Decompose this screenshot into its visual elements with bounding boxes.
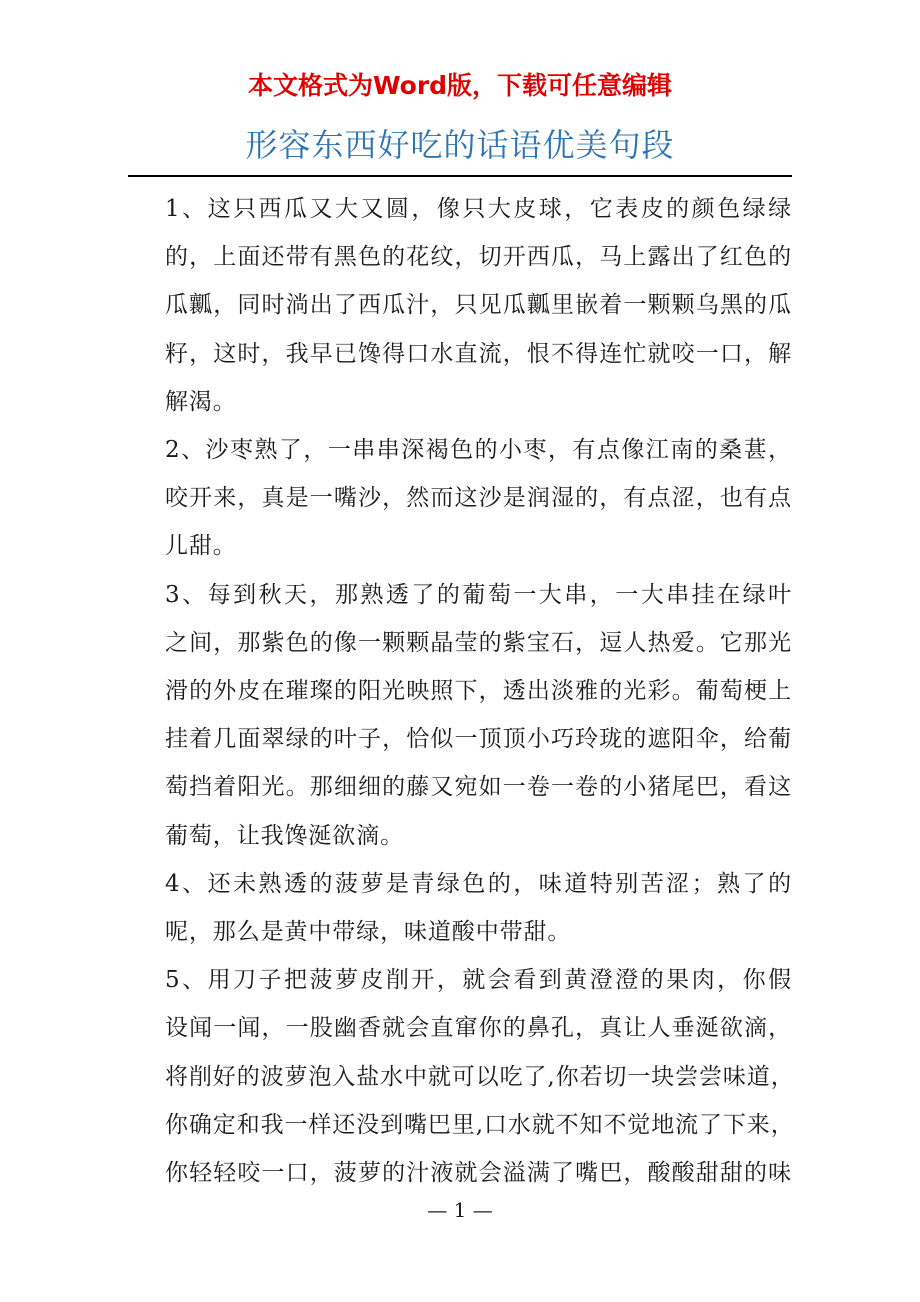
paragraph-line: 滑的外皮在璀璨的阳光映照下，透出淡雅的光彩。葡萄梗上 bbox=[165, 678, 792, 705]
paragraph-line: 4、还未熟透的菠萝是青绿色的，味道特别苦涩；熟了的 bbox=[165, 870, 792, 897]
paragraph-line: 儿甜。 bbox=[165, 533, 237, 560]
paragraph-line: 你轻轻咬一口，菠萝的汁液就会溢满了嘴巴，酸酸甜甜的味 bbox=[165, 1160, 792, 1187]
article-body bbox=[142, 185, 795, 1197]
paragraph-line: 的，上面还带有黑色的花纹，切开西瓜，马上露出了红色的 bbox=[165, 244, 792, 271]
paragraph-line: 呢，那么是黄中带绿，味道酸中带甜。 bbox=[165, 919, 572, 946]
paragraph-4 bbox=[142, 860, 792, 956]
paragraph-line: 之间，那紫色的像一颗颗晶莹的紫宝石，逗人热爱。它那光 bbox=[165, 629, 792, 656]
paragraph-3 bbox=[142, 571, 792, 860]
download-notice: 本文格式为Word版，下载可任意编辑 bbox=[247, 71, 673, 100]
paragraph-line: 籽，这时，我早已馋得口水直流，恨不得连忙就咬一口，解 bbox=[165, 340, 792, 367]
paragraph-line: 葡萄，让我馋涎欲滴。 bbox=[165, 822, 404, 849]
paragraph-line: 挂着几面翠绿的叶子，恰似一顶顶小巧玲珑的遮阳伞，给葡 bbox=[165, 726, 792, 753]
paragraph-2 bbox=[142, 426, 792, 571]
paragraph-line: 你确定和我一样还没到嘴巴里,口水就不知不觉地流了下来， bbox=[165, 1111, 795, 1138]
paragraph-line: 萄挡着阳光。那细细的藤又宛如一卷一卷的小猪尾巴，看这 bbox=[165, 774, 792, 801]
page-title: 形容东西好吃的话语优美句段 bbox=[245, 126, 675, 164]
paragraph-1 bbox=[142, 185, 792, 426]
page-number: — 1 — bbox=[427, 1198, 493, 1222]
paragraph-line: 3、每到秋天，那熟透了的葡萄一大串，一大串挂在绿叶 bbox=[165, 581, 792, 608]
title-divider bbox=[128, 175, 792, 177]
paragraph-line: 咬开来，真是一嘴沙，然而这沙是润湿的，有点涩，也有点 bbox=[165, 485, 792, 512]
paragraph-line: 5、用刀子把菠萝皮削开，就会看到黄澄澄的果肉，你假 bbox=[165, 967, 792, 994]
paragraph-line: 1、这只西瓜又大又圆，像只大皮球，它表皮的颜色绿绿 bbox=[165, 196, 792, 222]
paragraph-line: 2、沙枣熟了，一串串深褐色的小枣，有点像江南的桑葚， bbox=[165, 437, 792, 464]
paragraph-line: 解渴。 bbox=[165, 388, 237, 415]
paragraph-line: 瓜瓤，同时淌出了西瓜汁，只见瓜瓤里嵌着一颗颗乌黑的瓜 bbox=[165, 292, 792, 319]
paragraph-5 bbox=[142, 956, 795, 1197]
paragraph-line: 设闻一闻，一股幽香就会直窜你的鼻孔，真让人垂涎欲滴， bbox=[165, 1015, 792, 1042]
paragraph-line: 将削好的波萝泡入盐水中就可以吃了,你若切一块尝尝味道， bbox=[165, 1063, 795, 1090]
